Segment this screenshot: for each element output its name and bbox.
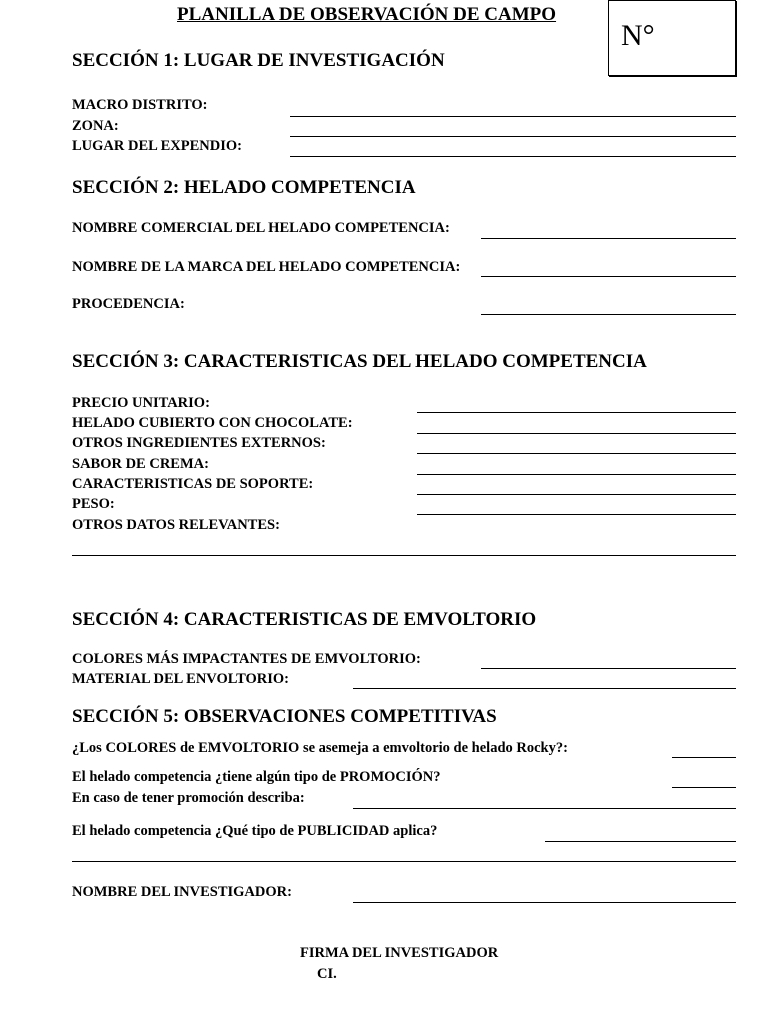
zona-field[interactable] bbox=[290, 136, 736, 137]
colores-impactantes-label: COLORES MÁS IMPACTANTES DE EMVOLTORIO: bbox=[72, 651, 421, 667]
cubierto-chocolate-field[interactable] bbox=[417, 433, 736, 434]
nombre-investigador-field[interactable] bbox=[353, 902, 736, 903]
colores-impactantes-field[interactable] bbox=[481, 668, 736, 669]
peso-field[interactable] bbox=[417, 514, 736, 515]
otros-datos-field[interactable] bbox=[72, 555, 736, 556]
section-4-title: SECCIÓN 4: CARACTERISTICAS DE EMVOLTORIO bbox=[72, 609, 537, 630]
nombre-investigador-label: NOMBRE DEL INVESTIGADOR: bbox=[72, 884, 292, 900]
form-number-box[interactable] bbox=[608, 0, 736, 76]
q-publicidad-field[interactable] bbox=[545, 841, 736, 842]
nombre-marca-field[interactable] bbox=[481, 276, 736, 277]
caracteristicas-soporte-field[interactable] bbox=[417, 494, 736, 495]
nombre-comercial-label: NOMBRE COMERCIAL DEL HELADO COMPETENCIA: bbox=[72, 220, 450, 236]
q-promocion-label: El helado competencia ¿tiene algún tipo de PROMOCIÓN? bbox=[72, 769, 441, 785]
macro-distrito-label: MACRO DISTRITO: bbox=[72, 97, 208, 113]
procedencia-label: PROCEDENCIA: bbox=[72, 296, 185, 312]
q-promocion-describa-label: En caso de tener promoción describa: bbox=[72, 790, 305, 806]
otros-datos-label: OTROS DATOS RELEVANTES: bbox=[72, 517, 280, 533]
nombre-comercial-field[interactable] bbox=[481, 238, 736, 239]
section-3-title: SECCIÓN 3: CARACTERISTICAS DEL HELADO COMPETENCIA bbox=[72, 351, 647, 372]
peso-label: PESO: bbox=[72, 496, 115, 512]
precio-unitario-label: PRECIO UNITARIO: bbox=[72, 395, 210, 411]
form-number-label: N° bbox=[621, 19, 655, 52]
zona-label: ZONA: bbox=[72, 118, 119, 134]
caracteristicas-soporte-label: CARACTERISTICAS DE SOPORTE: bbox=[72, 476, 314, 492]
material-envoltorio-field[interactable] bbox=[353, 688, 736, 689]
cubierto-chocolate-label: HELADO CUBIERTO CON CHOCOLATE: bbox=[72, 415, 353, 431]
q-colores-label: ¿Los COLORES de EMVOLTORIO se asemeja a emvoltorio de helado Rocky?: bbox=[72, 740, 568, 756]
ci-label: CI. bbox=[317, 966, 337, 982]
sabor-crema-label: SABOR DE CREMA: bbox=[72, 456, 209, 472]
firma-investigador-label: FIRMA DEL INVESTIGADOR bbox=[300, 945, 499, 961]
sabor-crema-field[interactable] bbox=[417, 474, 736, 475]
q-publicidad-label: El helado competencia ¿Qué tipo de PUBLICIDAD aplica? bbox=[72, 823, 438, 839]
form-title: PLANILLA DE OBSERVACIÓN DE CAMPO bbox=[177, 4, 557, 25]
otros-ingredientes-field[interactable] bbox=[417, 453, 736, 454]
q-promocion-field[interactable] bbox=[672, 787, 736, 788]
precio-unitario-field[interactable] bbox=[417, 412, 736, 413]
q-publicidad-extra-field[interactable] bbox=[72, 861, 736, 862]
section-5-title: SECCIÓN 5: OBSERVACIONES COMPETITIVAS bbox=[72, 706, 497, 727]
otros-ingredientes-label: OTROS INGREDIENTES EXTERNOS: bbox=[72, 435, 326, 451]
section-1-title: SECCIÓN 1: LUGAR DE INVESTIGACIÓN bbox=[72, 50, 445, 71]
lugar-expendio-label: LUGAR DEL EXPENDIO: bbox=[72, 138, 242, 154]
nombre-marca-label: NOMBRE DE LA MARCA DEL HELADO COMPETENCIA: bbox=[72, 259, 461, 275]
procedencia-field[interactable] bbox=[481, 314, 736, 315]
lugar-expendio-field[interactable] bbox=[290, 156, 736, 157]
macro-distrito-field[interactable] bbox=[290, 116, 736, 117]
section-2-title: SECCIÓN 2: HELADO COMPETENCIA bbox=[72, 177, 416, 198]
material-envoltorio-label: MATERIAL DEL ENVOLTORIO: bbox=[72, 671, 289, 687]
q-promocion-describa-field[interactable] bbox=[353, 808, 736, 809]
q-colores-field[interactable] bbox=[672, 757, 736, 758]
